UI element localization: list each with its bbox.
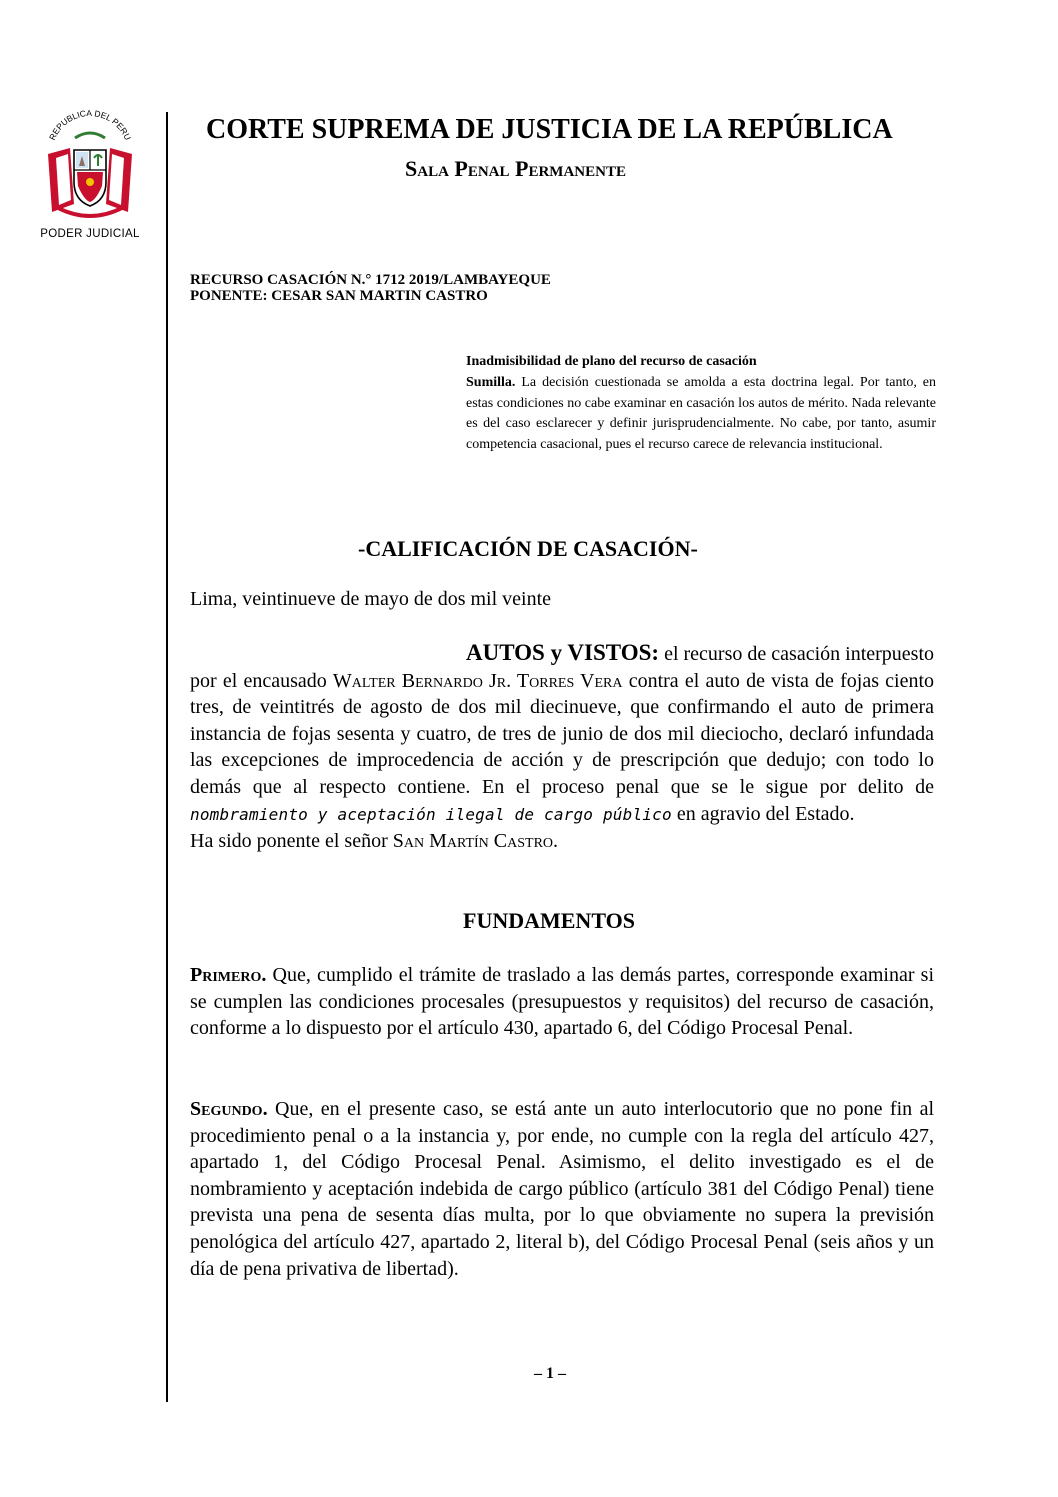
sumilla-title: Inadmisibilidad de plano del recurso de casación	[466, 354, 757, 369]
crime-name: nombramiento y aceptación ilegal de cargo público	[190, 804, 672, 824]
primero-text: Que, cumplido el trámite de traslado a las demás partes, corresponde examinar si se cumplen las condiciones procesales (presupuestos y requisitos) del recurso de casación, conforme a lo dispuesto por el artículo 430, apartado 6, del Código Procesal Penal.	[190, 964, 934, 1040]
sumilla-label: Sumilla.	[466, 374, 516, 390]
case-number: RECURSO CASACIÓN N.° 1712 2019/LAMBAYEQUE	[190, 272, 551, 288]
ponente-name: San Martín Castro	[392, 830, 554, 853]
autos-lead: AUTOS y VISTOS:	[466, 640, 660, 665]
segundo-paragraph	[190, 1096, 934, 1282]
fundamentos-heading: FUNDAMENTOS	[463, 908, 635, 933]
case-reference	[190, 272, 551, 304]
primero-lead: Primero.	[190, 964, 267, 986]
poder-judicial-seal	[30, 108, 150, 258]
sumilla-block	[466, 352, 936, 456]
ponente-intro: Ha sido ponente el señor	[190, 830, 388, 853]
autos-text-3: en agravio del Estado.	[676, 802, 855, 825]
primero-paragraph	[190, 962, 934, 1042]
date-line: Lima, veintinueve de mayo de dos mil veinte	[190, 588, 552, 610]
case-ponente: PONENTE: CESAR SAN MARTIN CASTRO	[190, 288, 488, 304]
court-title: CORTE SUPREMA DE JUSTICIA DE LA REPÚBLICA	[206, 114, 893, 145]
calificacion-heading: -CALIFICACIÓN DE CASACIÓN-	[358, 536, 698, 561]
margin-rule	[166, 112, 168, 1402]
segundo-lead: Segundo.	[190, 1098, 268, 1120]
seal-label: PODER JUDICIAL	[40, 228, 140, 240]
page-number: – 1 –	[534, 1365, 566, 1382]
sumilla-text: La decisión cuestionada se amolda a esta doctrina legal. Por tanto, en estas condiciones no cabe examinar en casación los autos de mérito. Nada relevante es del caso esclarecer y definir jurisprudencialmente. No cabe, por tanto, asumir competencia casacional, pues el recurso carece de relevancia institucional.	[466, 374, 937, 453]
autos-text-2: contra el auto de vista de fojas ciento tres, de veintitrés de agosto de dos mil diecinueve, que confirmando el auto de primera instancia de fojas sesenta y cuatro, de tres de junio de dos mil dieciocho, declaró infundada las excepciones de improcedencia de acción y de prescripción que dedujo; con todo lo demás que al respecto contiene. En el proceso penal que se le sigue por delito de	[190, 669, 935, 798]
chamber-title: Sala Penal Permanente	[405, 156, 626, 181]
ponente-end: .	[553, 830, 559, 853]
autos-text-1: el recurso de casación interpuesto por el encausado	[190, 643, 935, 692]
svg-text:REPUBLICA DEL PERU: REPUBLICA DEL PERU	[46, 108, 134, 142]
autos-paragraph	[190, 640, 934, 855]
coat-of-arms-icon	[30, 108, 150, 226]
segundo-text: Que, en el presente caso, se está ante un auto interlocutorio que no pone fin al procedimiento penal o a la instancia y, por ende, no cumple con la regla del artículo 427, apartado 1, del Código Procesal Penal. Asimismo, el delito investigado es el de nombramiento y aceptación indebida de cargo público (artículo 381 del Código Penal) tiene prevista una pena de sesenta días multa, por lo que obviamente no supera la previsión penológica del artículo 427, apartado 2, literal b), del Código Procesal Penal (seis años y un día de pena privativa de libertad).	[190, 1098, 935, 1280]
accused-name: Walter Bernardo Jr. Torres Vera	[332, 669, 623, 692]
